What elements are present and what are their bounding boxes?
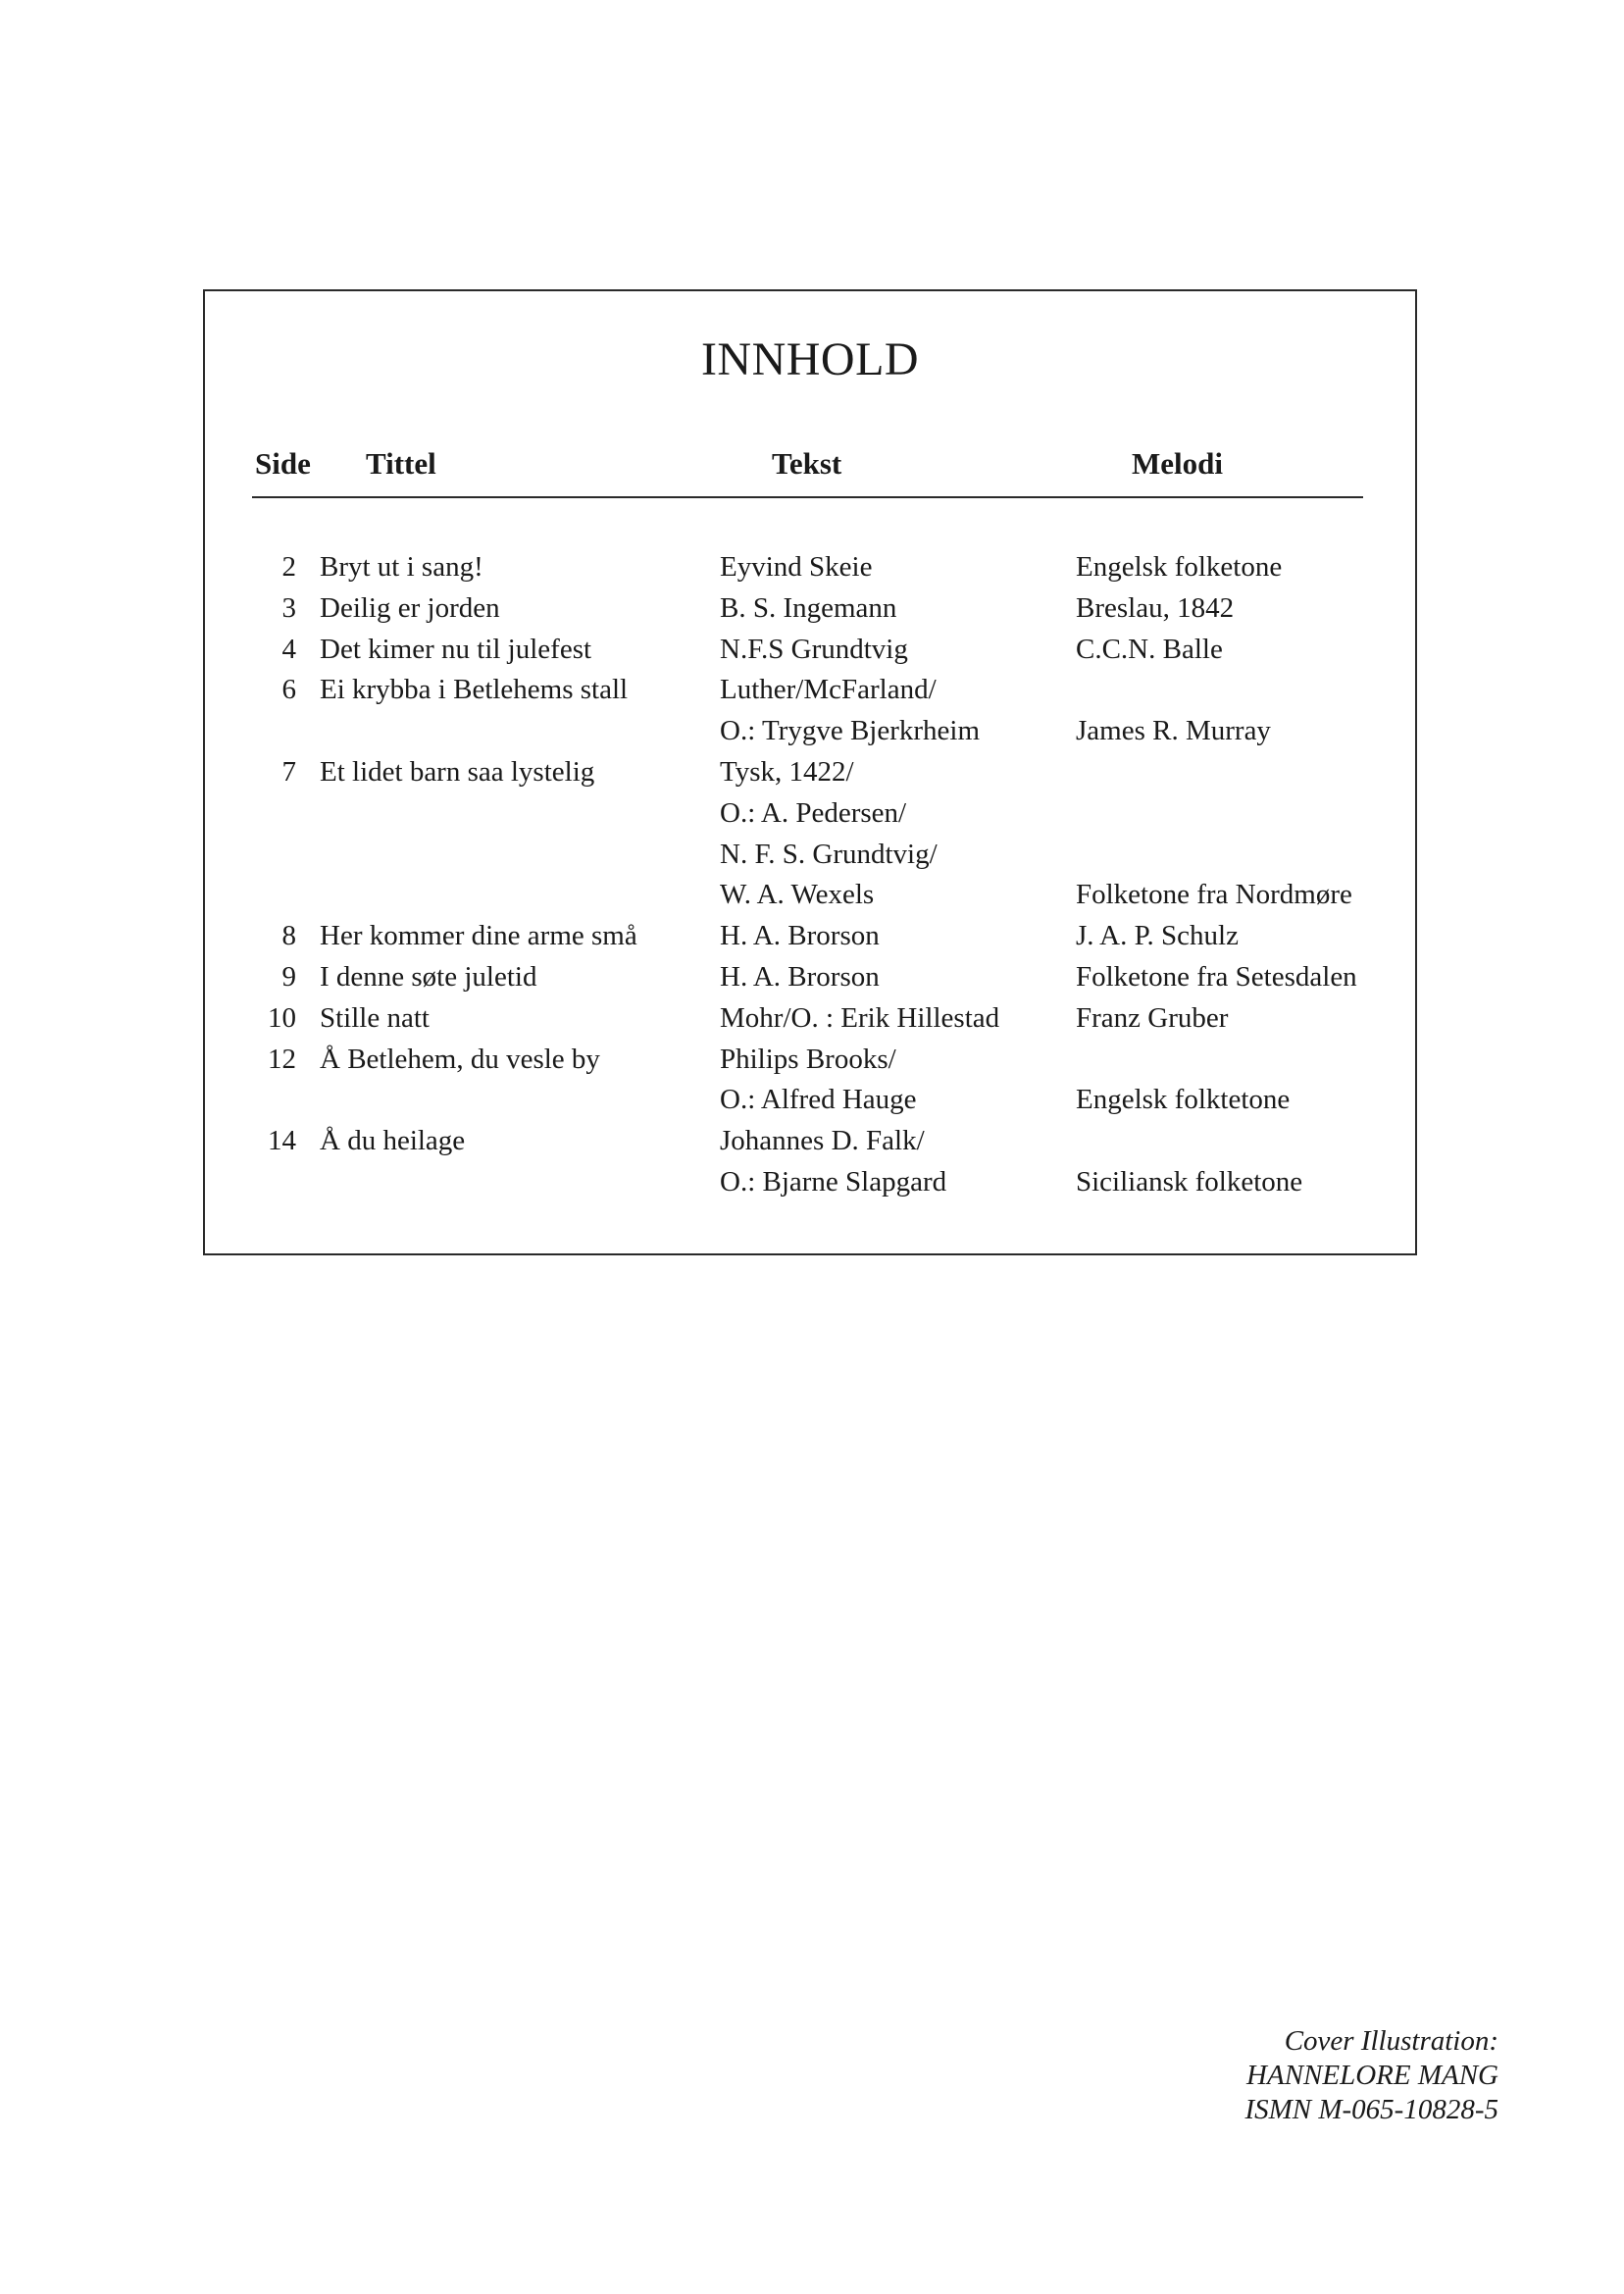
song-title: I denne søte juletid: [320, 960, 537, 993]
page-title: INNHOLD: [700, 333, 920, 385]
ismn-number: ISMN M-065-10828-5: [1244, 2094, 1498, 2125]
lyricist: N.F.S Grundtvig: [720, 633, 908, 665]
toc-row: [205, 1162, 1415, 1203]
toc-row: [205, 875, 1415, 916]
song-title: Det kimer nu til julefest: [320, 633, 592, 665]
lyricist: B. S. Ingemann: [720, 591, 897, 624]
toc-row: [205, 547, 1415, 588]
song-title: Bryt ut i sang!: [320, 551, 483, 583]
page-number: 9: [281, 960, 296, 993]
toc-rows: [205, 547, 1415, 1203]
lyricist: Johannes D. Falk/: [720, 1125, 925, 1157]
composer: J. A. P. Schulz: [1076, 920, 1239, 952]
cover-illustration-label: Cover Illustration:: [1284, 2025, 1498, 2057]
page-number: 7: [281, 755, 296, 788]
toc-row: [205, 1121, 1415, 1162]
song-title: Stille natt: [320, 1001, 430, 1034]
toc-row: [205, 957, 1415, 998]
toc-row: [205, 630, 1415, 671]
toc-row: [205, 752, 1415, 793]
lyricist: Eyvind Skeie: [720, 551, 873, 583]
lyricist: Mohr/O. : Erik Hillestad: [720, 1001, 1000, 1034]
table-of-contents: [203, 289, 1417, 1255]
lyricist: N. F. S. Grundtvig/: [720, 838, 938, 870]
toc-row: [205, 588, 1415, 630]
composer: Folketone fra Nordmøre: [1076, 879, 1352, 911]
composer: C.C.N. Balle: [1076, 633, 1223, 665]
song-title: Å Betlehem, du vesle by: [320, 1043, 600, 1075]
page-number: 6: [281, 674, 296, 706]
lyricist: H. A. Brorson: [720, 920, 880, 952]
composer: Siciliansk folketone: [1076, 1165, 1303, 1198]
page-number: 12: [268, 1043, 296, 1075]
composer: James R. Murray: [1076, 715, 1271, 747]
lyricist: O.: Bjarne Slapgard: [720, 1165, 947, 1198]
page-number: 14: [268, 1125, 296, 1157]
header-tittel: Tittel: [366, 446, 436, 481]
header-divider: [252, 496, 1363, 498]
song-title: Et lidet barn saa lystelig: [320, 755, 595, 788]
composer: Folketone fra Setesdalen: [1076, 960, 1357, 993]
cover-credits: [1128, 2024, 1498, 2127]
page-number: 10: [268, 1001, 296, 1034]
song-title: Å du heilage: [320, 1125, 466, 1157]
song-title: Ei krybba i Betlehems stall: [320, 674, 629, 706]
page-number: 4: [281, 633, 296, 665]
lyricist: H. A. Brorson: [720, 960, 880, 993]
toc-row: [205, 670, 1415, 711]
page-number: 2: [281, 551, 296, 583]
header-tekst: Tekst: [772, 446, 842, 481]
toc-row: [205, 916, 1415, 957]
toc-row: [205, 835, 1415, 876]
song-title: Deilig er jorden: [320, 591, 500, 624]
page-number: 3: [281, 591, 296, 624]
toc-row: [205, 711, 1415, 752]
header-side: Side: [255, 446, 311, 481]
composer: Engelsk folktetone: [1076, 1084, 1291, 1116]
lyricist: Philips Brooks/: [720, 1043, 896, 1075]
lyricist: Tysk, 1422/: [720, 755, 854, 788]
header-melodi: Melodi: [1132, 446, 1223, 481]
illustrator-name: HANNELORE MANG: [1246, 2060, 1498, 2091]
toc-row: [205, 793, 1415, 835]
toc-row: [205, 1080, 1415, 1121]
composer: Franz Gruber: [1076, 1001, 1229, 1034]
song-title: Her kommer dine arme små: [320, 920, 637, 952]
lyricist: W. A. Wexels: [720, 879, 875, 911]
toc-row: [205, 998, 1415, 1040]
toc-row: [205, 1040, 1415, 1081]
lyricist: O.: Trygve Bjerkrheim: [720, 715, 981, 747]
lyricist: Luther/McFarland/: [720, 674, 937, 706]
lyricist: O.: A. Pedersen/: [720, 796, 907, 829]
composer: Breslau, 1842: [1076, 591, 1235, 624]
lyricist: O.: Alfred Hauge: [720, 1084, 917, 1116]
composer: Engelsk folketone: [1076, 551, 1283, 583]
page-number: 8: [281, 920, 296, 952]
